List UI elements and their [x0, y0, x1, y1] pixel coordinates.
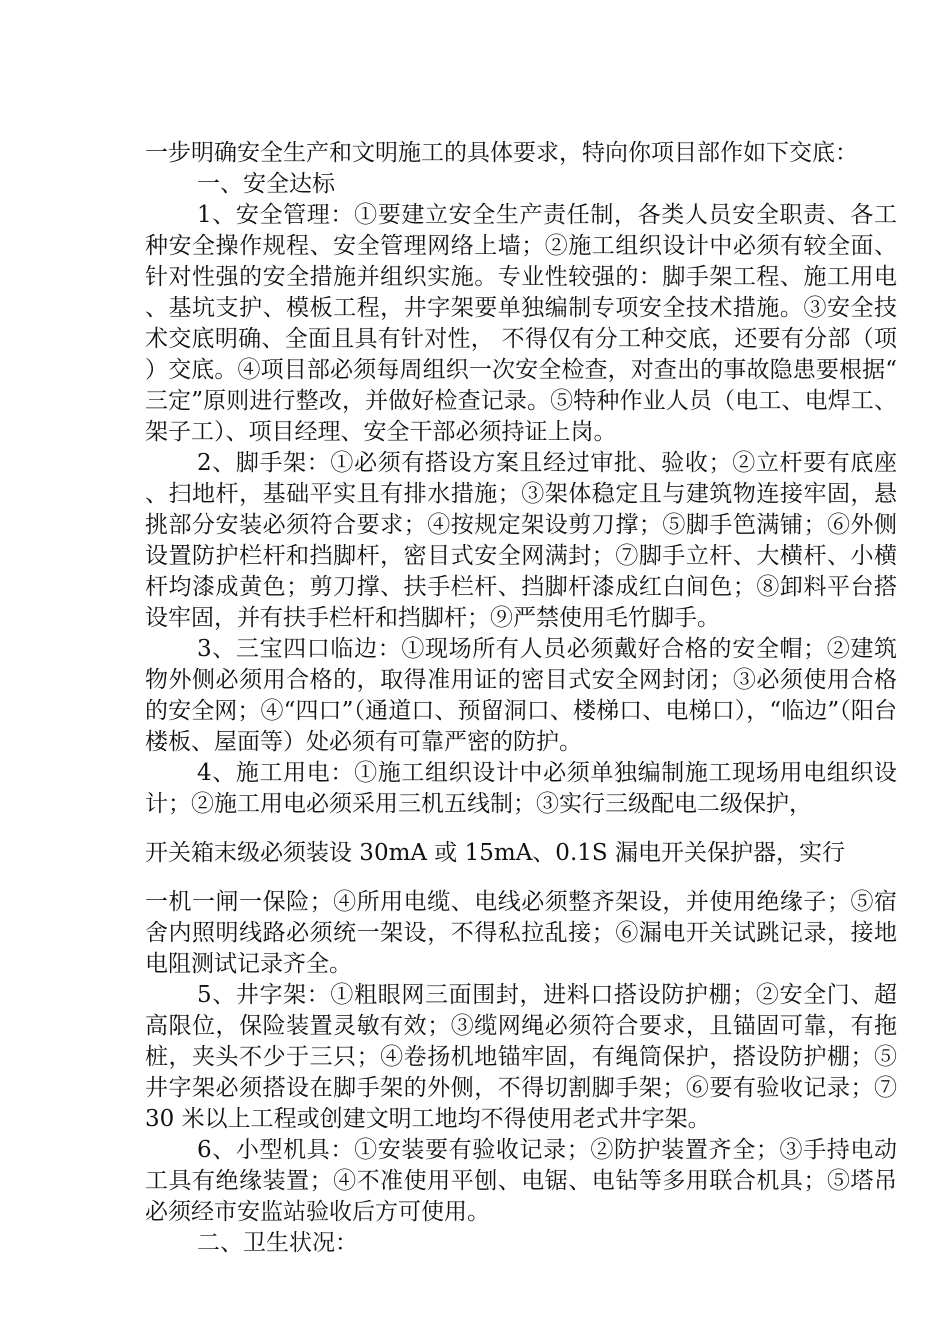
intro-paragraph: 一步明确安全生产和文明施工的具体要求，特向你项目部作如下交底： — [145, 140, 858, 166]
section-heading-safety: 一、安全达标 — [197, 171, 335, 197]
item-electricity-part1: 4、施工用电：①施工组织设计中必须单独编制施工现场用电组织设计；②施工用电必须采用三机五线制；③实行三级配电二级保护， — [145, 760, 897, 817]
item-electricity-part2: 开关箱末级必须装设 30mA 或 15mA、0.1S 漏电开关保护器，实行 — [145, 840, 845, 866]
document-page — [145, 138, 897, 1259]
item-electricity-part3: 一机一闸一保险；④所用电缆、电线必须整齐架设，并使用绝缘子；⑤宿舍内照明线路必须统一架设，不得私拉乱接；⑥漏电开关试跳记录，接地电阻测试记录齐全。 — [145, 889, 897, 977]
item-scaffolding: 2、脚手架：①必须有搭设方案且经过审批、验收；②立杆要有底座、扫地杆，基础平实且有排水措施；③架体稳定且与建筑物连接牢固，悬挑部分安装必须符合要求；④按规定架设剪刀撑；⑤脚手笆满铺；⑥外侧设置防护栏杆和挡脚杆，密目式安全网满封；⑦脚手立杆、大横杆、小横杆均漆成黄色；剪刀撑、扶手栏杆、挡脚杆漆成红白间色；⑧卸料平台搭设牢固，并有扶手栏杆和挡脚杆；⑨严禁使用毛竹脚手。 — [145, 450, 897, 631]
item-small-machinery: 6、小型机具：①安装要有验收记录；②防护装置齐全；③手持电动工具有绝缘装置；④不准使用平刨、电锯、电钻等多用联合机具；⑤塔吊必须经市安监站验收后方可使用。 — [145, 1137, 897, 1225]
item-safety-management: 1、安全管理：①要建立安全生产责任制，各类人员安全职责、各工种安全操作规程、安全管理网络上墙；②施工组织设计中必须有较全面、针对性强的安全措施并组织实施。专业性较强的：脚手架工程、施工用电、基坑支护、模板工程，井字架要单独编制专项安全技术措施。③安全技术交底明确、全面且具有针对性， 不得仅有分工种交底，还要有分部（项）交底。④项目部必须每周组织一次安全检查，对查出的事故隐患要根据“三定”原则进行整改，并做好检查记录。⑤特种作业人员（电工、电焊工、架子工）、项目经理、安全干部必须持证上岗。 — [145, 202, 897, 445]
item-well-frame: 5、井字架：①粗眼网三面围封，进料口搭设防护棚；②安全门、超高限位，保险装置灵敏有效；③缆网绳必须符合要求，且锚固可靠，有拖桩，夹头不少于三只；④卷扬机地锚牢固，有绳筒保护，搭设防护棚；⑤井字架必须搭设在脚手架的外侧，不得切割脚手架；⑥要有验收记录；⑦ 30 米以上工程或创建文明工地均不得使用老式井字架。 — [145, 982, 897, 1132]
section-heading-hygiene: 二、卫生状况： — [197, 1230, 358, 1256]
item-three-treasures: 3、三宝四口临边：①现场所有人员必须戴好合格的安全帽；②建筑物外侧必须用合格的，取得准用证的密目式安全网封闭；③必须使用合格的安全网；④“四口”（通道口、预留洞口、楼梯口、电梯口），“临边”（阳台楼板、屋面等）处必须有可靠严密的防护。 — [145, 636, 897, 755]
